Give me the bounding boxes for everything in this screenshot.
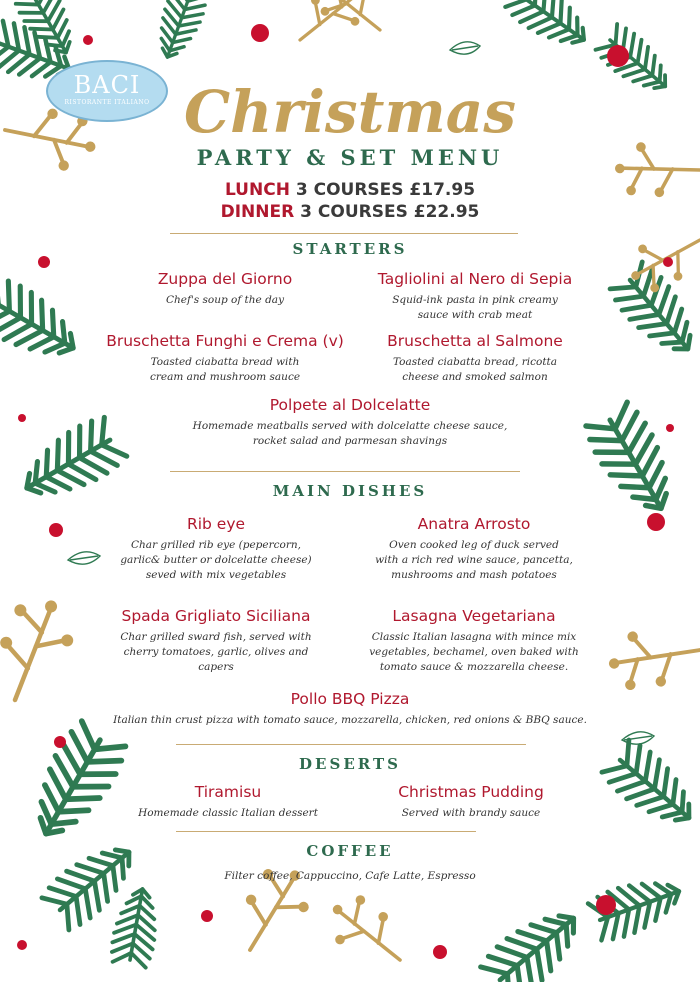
dish-name: Christmas Pudding	[398, 783, 544, 801]
dinner-label: DINNER	[220, 202, 295, 222]
dish-description: Served with brandy sauce	[401, 807, 541, 819]
dish-description: Homemade classic Italian dessert	[138, 807, 318, 819]
logo-name: BACI	[73, 71, 141, 99]
dish-description: Char grilled rib eye (pepercorn, garlic& butter or dolcelatte cheese) seved with mix vegetables	[120, 539, 312, 581]
dish-name: Polpete al Dolcelatte	[269, 396, 431, 414]
lunch-label: LUNCH	[224, 180, 290, 200]
divider	[176, 831, 476, 832]
dish-name: Lasagna Vegetariana	[392, 607, 556, 625]
dish-description: Toasted ciabatta bread with cream and mushroom sauce	[149, 356, 301, 383]
dish-name: Pollo BBQ Pizza	[290, 690, 410, 708]
menu-item	[346, 513, 602, 583]
dish-name: Zuppa del Giorno	[157, 270, 293, 288]
menu-item	[100, 605, 332, 675]
dish-name: Tagliolini al Nero di Sepia	[377, 270, 573, 288]
menu-item	[366, 781, 576, 821]
logo-tagline: RISTORANTE ITALIANO	[64, 99, 150, 106]
dish-name: Rib eye	[186, 515, 246, 533]
dinner-courses: 3 COURSES £22.95	[300, 202, 480, 222]
dish-description: Homemade meatballs served with dolcelatte cheese sauce, rocket salad and parmesan shavings	[192, 420, 508, 447]
section-heading-deserts: DESERTS	[299, 755, 401, 773]
menu-item	[346, 605, 602, 675]
dish-description: Squid-ink pasta in pink creamy sauce with crab meat	[392, 294, 558, 321]
menu-item	[150, 866, 550, 884]
menu-item	[80, 688, 620, 728]
dish-description: Classic Italian lasagna with mince mix vegetables, bechamel, oven baked with tomato sauce & mozzarella cheese.	[369, 631, 579, 673]
menu-item	[100, 330, 350, 385]
divider	[170, 233, 518, 234]
dish-description: Italian thin crust pizza with tomato sauce, mozzarella, chicken, red onions & BBQ sauce.	[113, 714, 587, 726]
lunch-price	[0, 180, 700, 200]
page-title: Christmas	[184, 78, 516, 146]
menu-item	[340, 330, 610, 385]
dish-name: Anatra Arrosto	[417, 515, 531, 533]
dish-name: Tiramisu	[194, 783, 262, 801]
menu-item	[100, 513, 332, 583]
dish-description: Chef's soup of the day	[165, 294, 285, 306]
section-heading-starters: STARTERS	[292, 240, 408, 258]
dish-name: Bruschetta Funghi e Crema (v)	[106, 332, 344, 350]
section-heading-coffee: COFFEE	[306, 842, 394, 860]
dish-description: Oven cooked leg of duck served with a rich red wine sauce, pancetta, mushrooms and mash potatoes	[375, 539, 573, 581]
menu-item	[150, 394, 550, 449]
dinner-price	[0, 202, 700, 222]
dish-description: Char grilled sward fish, served with cherry tomatoes, garlic, olives and capers	[120, 631, 312, 673]
section-heading-main-dishes: MAIN DISHES	[272, 482, 428, 500]
coffee-list: Filter coffee, Cappuccino, Cafe Latte, Espresso	[224, 870, 476, 882]
dish-name: Bruschetta al Salmone	[387, 332, 563, 350]
divider	[176, 744, 526, 745]
menu-item	[340, 268, 610, 323]
lunch-courses: 3 COURSES £17.95	[295, 180, 476, 200]
dish-description: Toasted ciabatta bread, ricotta cheese and smoked salmon	[392, 356, 558, 383]
menu-item	[100, 268, 350, 308]
divider	[170, 471, 520, 472]
page-subtitle: PARTY & SET MENU	[196, 145, 504, 170]
menu-item	[118, 781, 338, 821]
dish-name: Spada Grigliato Siciliana	[121, 607, 311, 625]
